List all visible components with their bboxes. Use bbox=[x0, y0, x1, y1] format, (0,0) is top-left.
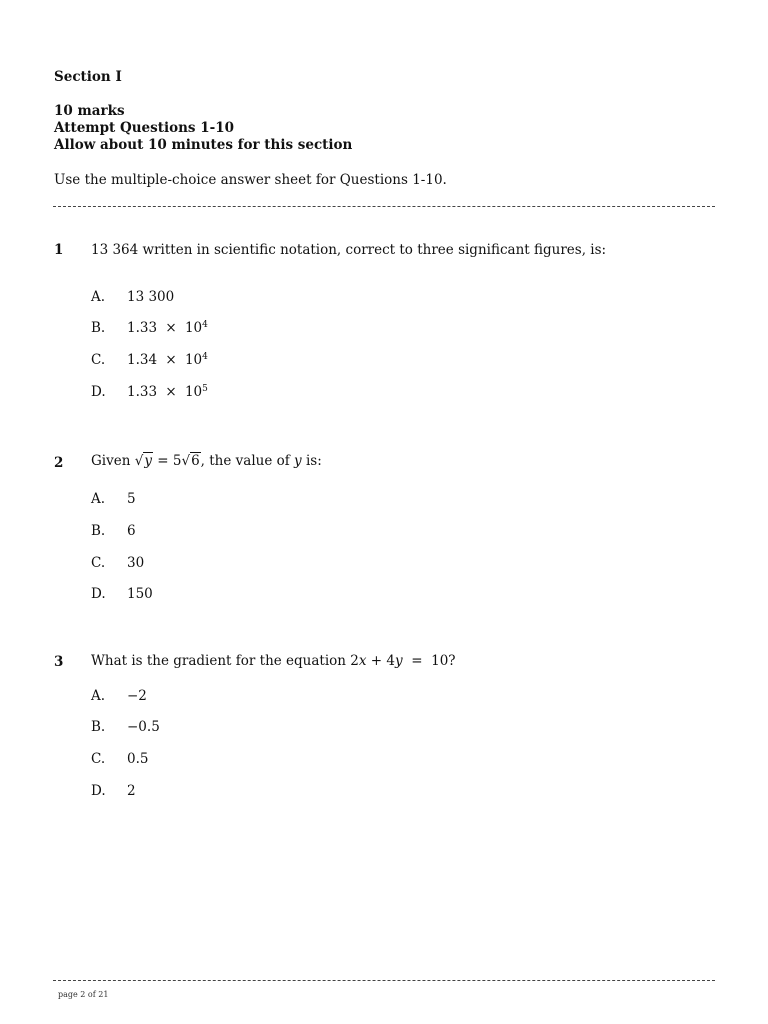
exponent: 4 bbox=[202, 352, 208, 362]
option-letter-1b: B. bbox=[91, 320, 106, 336]
radicand-y: y bbox=[144, 453, 152, 469]
mantissa: 1.33 bbox=[127, 384, 158, 400]
instruction-text: Use the multiple-choice answer sheet for Questions 1-10. bbox=[54, 172, 447, 188]
stem-prefix: Given bbox=[91, 453, 135, 469]
attempt-text: Attempt Questions 1-10 bbox=[54, 120, 234, 136]
times-sign: × bbox=[165, 384, 177, 400]
question-number-3: 3 bbox=[54, 654, 64, 670]
option-letter-3c: C. bbox=[91, 751, 106, 767]
option-text-3d: 2 bbox=[127, 783, 136, 799]
radicand-6: 6 bbox=[191, 453, 200, 469]
option-letter-1d: D. bbox=[91, 384, 106, 400]
option-letter-2d: D. bbox=[91, 586, 106, 602]
equals-five: = 5 bbox=[157, 453, 182, 469]
question-number-2: 2 bbox=[54, 455, 64, 471]
base: 10 bbox=[184, 384, 203, 400]
option-text-2d: 150 bbox=[127, 586, 153, 602]
stem-mid: , the value of bbox=[200, 453, 295, 469]
option-text-2b: 6 bbox=[127, 523, 136, 539]
option-letter-2a: A. bbox=[91, 491, 106, 507]
sqrt-y bbox=[135, 453, 153, 469]
exponent: 4 bbox=[202, 320, 208, 330]
marks-text: 10 marks bbox=[54, 103, 125, 119]
stem-suffix: is: bbox=[301, 453, 322, 469]
exponent: 5 bbox=[202, 384, 208, 394]
sqrt-6 bbox=[181, 453, 200, 469]
option-letter-2c: C. bbox=[91, 555, 106, 571]
eq-var-x: x bbox=[358, 653, 367, 669]
option-text-2a: 5 bbox=[127, 491, 136, 507]
option-text-3a: −2 bbox=[127, 688, 147, 704]
question-stem-2 bbox=[91, 453, 322, 469]
mantissa: 1.33 bbox=[127, 320, 158, 336]
allow-time-text: Allow about 10 minutes for this section bbox=[54, 137, 353, 153]
option-letter-1a: A. bbox=[91, 289, 106, 305]
base: 10 bbox=[184, 320, 203, 336]
var-y: y bbox=[294, 453, 302, 469]
option-text-1d bbox=[127, 384, 208, 400]
stem-prefix: What is the gradient for the equation bbox=[91, 653, 351, 669]
radical-sign: √ bbox=[134, 453, 144, 469]
eq-plus-4: + 4 bbox=[366, 653, 395, 669]
option-text-1b bbox=[127, 320, 208, 336]
option-text-3c: 0.5 bbox=[127, 751, 149, 767]
question-number-1: 1 bbox=[54, 242, 64, 258]
option-letter-3d: D. bbox=[91, 783, 106, 799]
question-stem-3 bbox=[91, 653, 456, 669]
section-title: Section I bbox=[54, 69, 122, 85]
base: 10 bbox=[184, 352, 203, 368]
top-divider bbox=[53, 206, 715, 207]
eq-rest: = 10? bbox=[402, 653, 456, 669]
eq-coef-2: 2 bbox=[350, 653, 359, 669]
question-stem-1: 13 364 written in scientific notation, correct to three significant figures, is: bbox=[91, 242, 607, 258]
option-text-3b: −0.5 bbox=[127, 719, 160, 735]
eq-var-y: y bbox=[394, 653, 403, 669]
option-text-2c: 30 bbox=[127, 555, 145, 571]
option-text-1c bbox=[127, 352, 208, 368]
option-letter-2b: B. bbox=[91, 523, 106, 539]
option-letter-3b: B. bbox=[91, 719, 106, 735]
bottom-divider bbox=[53, 980, 715, 981]
times-sign: × bbox=[165, 320, 177, 336]
option-letter-3a: A. bbox=[91, 688, 106, 704]
mantissa: 1.34 bbox=[127, 352, 158, 368]
option-text-1a: 13 300 bbox=[127, 289, 175, 305]
radical-sign: √ bbox=[181, 453, 191, 469]
page-number: page 2 of 21 bbox=[58, 990, 109, 999]
option-letter-1c: C. bbox=[91, 352, 106, 368]
times-sign: × bbox=[165, 352, 177, 368]
